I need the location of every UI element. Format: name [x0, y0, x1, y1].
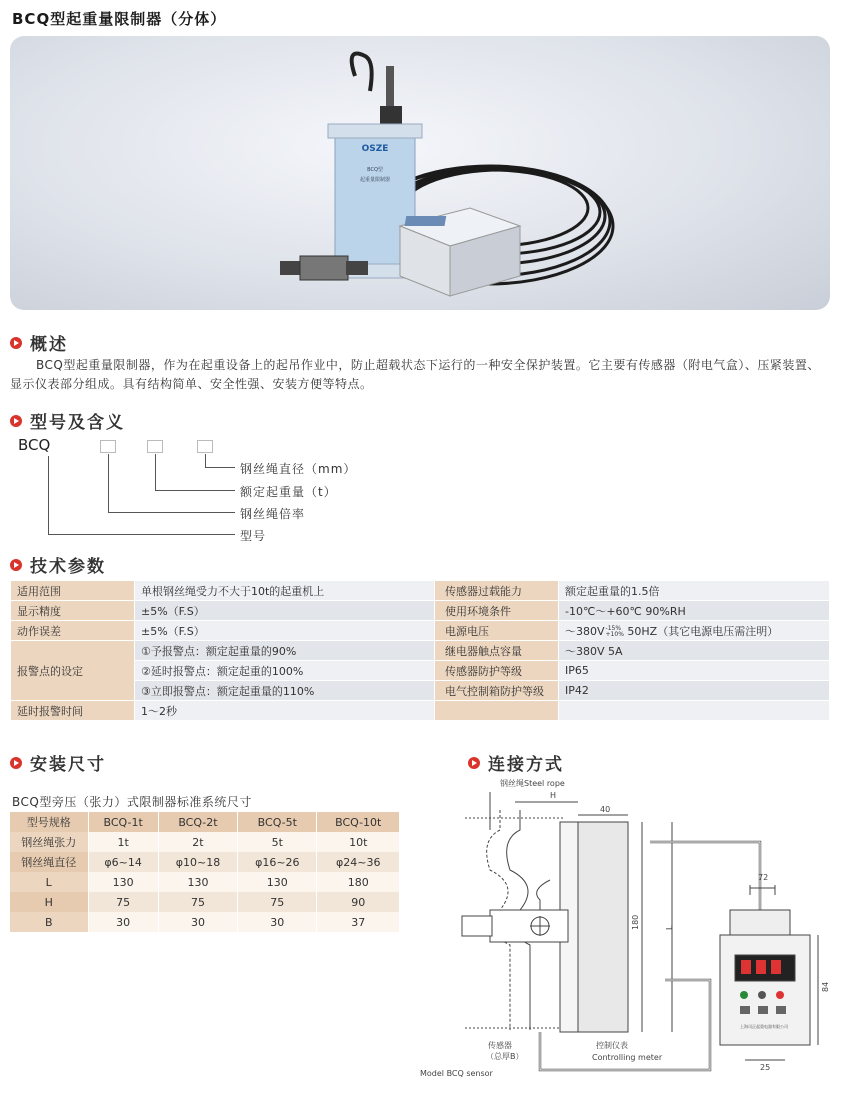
dims-cell: 90 [317, 892, 400, 912]
param-key: 报警点的设定 [11, 641, 135, 701]
param-key: 延时报警时间 [11, 701, 135, 721]
model-label-capacity: 额定起重量（t） [240, 485, 337, 499]
param-key: 传感器防护等级 [435, 661, 559, 681]
bullet-arrow-icon [10, 757, 22, 769]
dims-header: 型号规格 [10, 812, 88, 832]
dims-cell: 5t [238, 832, 317, 852]
table-row [10, 912, 400, 932]
params-table [10, 580, 830, 721]
model-code: BCQ [18, 436, 51, 454]
dims-cell: 2t [158, 832, 237, 852]
dims-cell: 75 [88, 892, 158, 912]
model-heading-text: 型号及含义 [30, 413, 125, 433]
dims-cell: L [10, 872, 88, 892]
param-key: 动作误差 [11, 621, 135, 641]
table-row [11, 601, 830, 621]
dim-84: 84 [821, 981, 830, 992]
param-value [559, 701, 830, 721]
meter-en: Controlling meter [592, 1053, 663, 1062]
dims-cell: 130 [88, 872, 158, 892]
dims-cell: 37 [317, 912, 400, 932]
table-row [10, 852, 400, 872]
table-row [10, 832, 400, 852]
param-key: 继电器触点容量 [435, 641, 559, 661]
connector-line [205, 467, 235, 468]
voltage-main: ～380V [565, 624, 605, 638]
dims-cell: 1t [88, 832, 158, 852]
rope-label: 钢丝绳Steel rope [500, 779, 565, 788]
device-sub: BCQ型 [367, 167, 383, 173]
bullet-arrow-icon [10, 415, 22, 427]
overview-heading [10, 330, 68, 355]
dims-table [10, 812, 400, 932]
table-row [10, 812, 400, 832]
dims-cell: 30 [238, 912, 317, 932]
device-logo: OSZE [361, 144, 389, 154]
press-plate [490, 910, 568, 942]
connector-line [48, 456, 49, 534]
dims-cell: φ10~18 [158, 852, 237, 872]
table-row [11, 581, 830, 601]
dims-cell: 180 [317, 872, 400, 892]
connector-line [205, 454, 206, 467]
param-value: 1～2秒 [135, 701, 435, 721]
params-heading-text: 技术参数 [30, 557, 106, 577]
dim-72: 72 [758, 873, 769, 882]
dims-cell: 30 [88, 912, 158, 932]
dims-cell: 10t [317, 832, 400, 852]
param-value: ±5%（F.S） [135, 621, 435, 641]
page-title: BCQ型起重量限制器（分体） [12, 10, 227, 28]
overview-text: BCQ型起重量限制器，作为在起重设备上的起吊作业中，防止超载状态下运行的一种安全保护装置。它主要有传感器（附电气盒）、压紧装置、显示仪表部分组成。具有结构简单、安全性强、安装方便等特点。 [10, 358, 820, 391]
dims-cell: 30 [158, 912, 237, 932]
table-row [11, 641, 830, 661]
sensor-sub: （总厚B） [486, 1052, 524, 1061]
dims-cell: 130 [238, 872, 317, 892]
param-value: -10℃～+60℃ 90%RH [559, 601, 830, 621]
install-heading [10, 750, 106, 775]
connector-line [155, 490, 235, 491]
connector-line [108, 512, 235, 513]
sensor-label: 传感器 [488, 1041, 512, 1050]
param-value: ②延时报警点：额定起重的100% [135, 661, 435, 681]
param-value: ±5%（F.S） [135, 601, 435, 621]
param-value: ①予报警点：额定起重量的90% [135, 641, 435, 661]
dims-cell: 130 [158, 872, 237, 892]
bullet-arrow-icon [10, 337, 22, 349]
param-value: 单根钢丝绳受力不大于10t的起重机上 [135, 581, 435, 601]
model-label-diameter: 钢丝绳直径（mm） [240, 462, 357, 476]
meter-label: 控制仪表 [596, 1041, 628, 1050]
dims-header: BCQ-1t [88, 812, 158, 832]
table-row [10, 872, 400, 892]
param-value: IP42 [559, 681, 830, 701]
table-row [10, 892, 400, 912]
dims-cell: φ24~36 [317, 852, 400, 872]
param-key: 电源电压 [435, 621, 559, 641]
params-heading [10, 552, 106, 577]
dims-cell: φ6~14 [88, 852, 158, 872]
connection-heading-text: 连接方式 [488, 755, 564, 775]
bullet-arrow-icon [468, 757, 480, 769]
product-illustration [10, 36, 830, 310]
connector-line [155, 454, 156, 490]
install-heading-text: 安装尺寸 [30, 755, 106, 775]
param-key: 电气控制箱防护等级 [435, 681, 559, 701]
dim-h: H [550, 791, 557, 800]
device-name: 起重量限制器 [359, 177, 391, 183]
model-heading [10, 408, 125, 433]
dim-180: 180 [631, 914, 640, 930]
dims-header: BCQ-5t [238, 812, 317, 832]
connector-line [108, 454, 109, 512]
param-value-voltage [559, 621, 830, 641]
meter-maker: 上海司正起重电器有限公司 [740, 1024, 788, 1029]
param-key: 使用环境条件 [435, 601, 559, 621]
dims-cell: φ16~26 [238, 852, 317, 872]
product-photo [10, 36, 830, 310]
voltage-tolerance [606, 626, 624, 638]
dims-cell: 75 [238, 892, 317, 912]
model-en: Model BCQ sensor [420, 1069, 493, 1078]
install-caption: BCQ型旁压（张力）式限制器标准系统尺寸 [12, 795, 252, 809]
dims-header: BCQ-10t [317, 812, 400, 832]
dim-25: 25 [760, 1063, 771, 1072]
bullet-arrow-icon [10, 559, 22, 571]
param-value: ～380V 5A [559, 641, 830, 661]
dim-l: L [665, 925, 674, 930]
dim-40: 40 [600, 805, 611, 814]
voltage-tol-high: +10% [605, 630, 624, 638]
model-label-type: 型号 [240, 529, 267, 543]
dims-cell: 钢丝绳张力 [10, 832, 88, 852]
table-row [11, 701, 830, 721]
model-box-3 [197, 440, 213, 453]
param-key: 传感器过载能力 [435, 581, 559, 601]
model-label-ratio: 钢丝绳倍率 [240, 507, 306, 521]
dims-cell: 75 [158, 892, 237, 912]
param-value: ③立即报警点：额定起重量的110% [135, 681, 435, 701]
dims-cell: 钢丝绳直径 [10, 852, 88, 872]
dims-cell: H [10, 892, 88, 912]
table-row [11, 621, 830, 641]
param-key: 显示精度 [11, 601, 135, 621]
overview-heading-text: 概述 [30, 335, 68, 355]
param-value: IP65 [559, 661, 830, 681]
connection-diagram [410, 770, 835, 1090]
connector-line [48, 534, 235, 535]
model-box-1 [100, 440, 116, 453]
model-box-2 [147, 440, 163, 453]
voltage-tail: 50HZ（其它电源电压需注明） [623, 624, 779, 638]
param-key [435, 701, 559, 721]
param-value: 额定起重量的1.5倍 [559, 581, 830, 601]
param-key: 适用范围 [11, 581, 135, 601]
voltage-tol-low: -15% [605, 624, 622, 632]
dims-header: BCQ-2t [158, 812, 237, 832]
dims-cell: B [10, 912, 88, 932]
